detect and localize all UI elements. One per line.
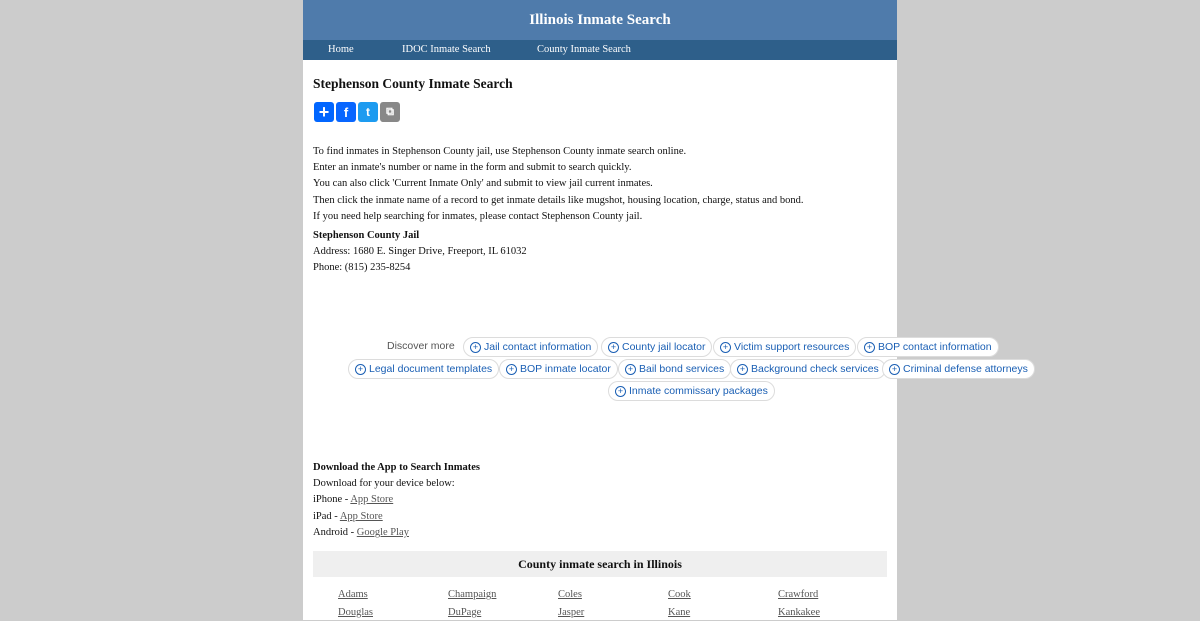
android-google-play-link[interactable]: Google Play [356,526,409,538]
county-link[interactable]: Champaign [448,589,497,600]
android-row: Android - Google Play [313,526,409,538]
discover-label: Discover more [387,340,455,352]
intro-line: Then click the inmate name of a record to get inmate details like mugshot, housing location, charge, status and bond. [313,194,804,206]
plus-circle-icon: + [720,342,731,353]
discover-pill[interactable]: + Victim support resources [713,337,856,357]
nav-county-inmate-search[interactable]: County Inmate Search [537,44,631,55]
download-app-section [313,460,480,541]
twitter-icon[interactable]: t [358,102,378,122]
jail-name: Stephenson County Jail [313,230,420,241]
county-link[interactable]: Adams [338,589,368,600]
county-link[interactable]: Kankakee [778,607,820,618]
site-banner [303,0,897,40]
jail-address: Address: 1680 E. Singer Drive, Freeport, IL 61032 [313,246,527,258]
download-subtitle: Download for your device below: [313,478,455,490]
jail-phone: Phone: (815) 235-8254 [313,262,411,274]
discover-pill[interactable]: + BOP contact information [857,337,999,357]
ipad-app-store-link[interactable]: App Store [339,510,383,522]
plus-circle-icon: + [615,386,626,397]
iphone-app-store-link[interactable]: App Store [350,494,394,506]
nav-home[interactable]: Home [328,44,354,55]
top-nav [303,40,897,60]
share-buttons [314,102,400,122]
county-section-heading: County inmate search in Illinois [313,551,887,577]
discover-pill[interactable]: + Bail bond services [618,359,731,379]
discover-pill[interactable]: + County jail locator [601,337,712,357]
nav-idoc-inmate-search[interactable]: IDOC Inmate Search [402,44,491,55]
site-title[interactable]: Illinois Inmate Search [529,11,671,28]
plus-circle-icon: + [355,364,366,375]
county-link[interactable]: Kane [668,607,691,618]
download-heading: Download the App to Search Inmates [313,462,480,473]
intro-line: You can also click 'Current Inmate Only' and submit to view jail current inmates. [313,178,653,190]
county-link[interactable]: Cook [668,589,691,600]
page-title: Stephenson County Inmate Search [313,76,513,91]
intro-line: Enter an inmate's number or name in the form and submit to search quickly. [313,162,632,174]
facebook-icon[interactable]: f [336,102,356,122]
intro-line: To find inmates in Stephenson County jail, use Stephenson County inmate search online. [313,146,687,157]
iphone-row: iPhone - App Store [313,494,394,506]
copy-link-icon[interactable]: ⧉ [380,102,400,122]
discover-pill[interactable]: + Legal document templates [348,359,499,379]
discover-pill[interactable]: + Criminal defense attorneys [882,359,1035,379]
discover-pill[interactable]: + BOP inmate locator [499,359,618,379]
plus-circle-icon: + [625,364,636,375]
county-list [338,587,898,621]
discover-pill[interactable]: + Background check services [730,359,886,379]
county-link[interactable]: DuPage [448,607,482,618]
ipad-row: iPad - App Store [313,510,383,522]
plus-circle-icon: + [608,342,619,353]
discover-pill[interactable]: + Jail contact information [463,337,598,357]
county-link[interactable]: Crawford [778,589,819,600]
addtoany-plus-icon[interactable]: + [314,102,334,122]
county-link[interactable]: Coles [558,589,582,600]
discover-pill[interactable]: + Inmate commissary packages [608,381,775,401]
plus-circle-icon: + [889,364,900,375]
intro-text [313,144,804,225]
plus-circle-icon: + [506,364,517,375]
intro-line: If you need help searching for inmates, please contact Stephenson County jail. [313,210,643,222]
plus-circle-icon: + [737,364,748,375]
plus-circle-icon: + [470,342,481,353]
plus-circle-icon: + [864,342,875,353]
county-link[interactable]: Douglas [338,607,373,618]
jail-info [313,228,527,277]
county-link[interactable]: Jasper [558,607,585,618]
page-container [303,0,1028,620]
